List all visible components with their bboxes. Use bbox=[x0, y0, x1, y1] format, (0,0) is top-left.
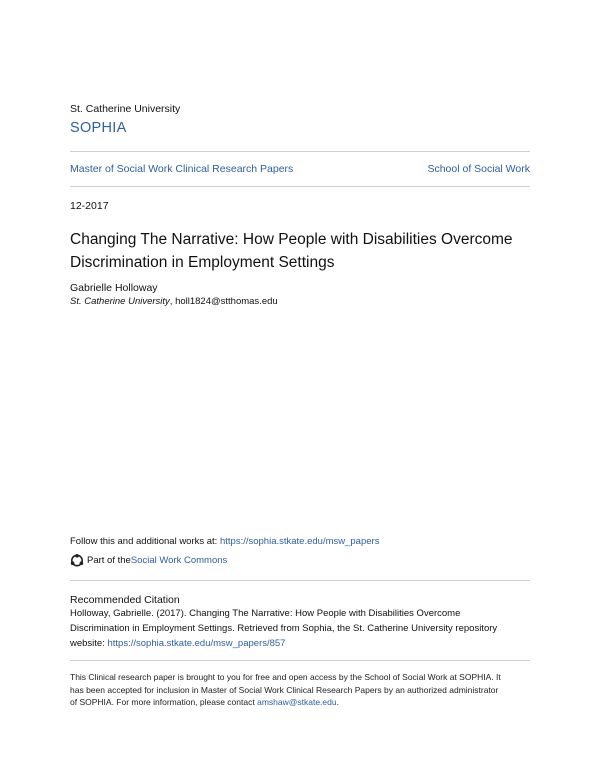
author-affiliation bbox=[70, 296, 278, 307]
follow-prefix: Follow this and additional works at: bbox=[70, 536, 220, 547]
top-divider bbox=[70, 151, 530, 152]
citation-line-2: Discrimination in Employment Settings. Retrieved from Sophia, the St. Catherine University repository bbox=[70, 623, 498, 634]
repository-link[interactable]: SOPHIA bbox=[70, 120, 127, 136]
citation-website-prefix: website: bbox=[70, 638, 108, 649]
publication-date: 12-2017 bbox=[70, 200, 109, 212]
contact-email-link[interactable]: amshaw@stkate.edu bbox=[257, 697, 337, 707]
social-work-commons-link[interactable]: Social Work Commons bbox=[130, 555, 228, 566]
follow-url-link[interactable]: https://sophia.stkate.edu/msw_papers bbox=[219, 536, 380, 547]
network-icon bbox=[70, 554, 84, 567]
title-line-2: Discrimination in Employment Settings bbox=[70, 254, 335, 271]
part-of-prefix: Part of the bbox=[87, 555, 131, 566]
series-link[interactable]: Master of Social Work Clinical Research Papers bbox=[70, 163, 294, 175]
notice-line-2: has been accepted for inclusion in Master of Social Work Clinical Research Papers by an authorized administrator bbox=[70, 684, 499, 695]
author-name: Gabrielle Holloway bbox=[70, 282, 158, 294]
part-of-line bbox=[70, 554, 227, 567]
notice-line-1: This Clinical research paper is brought to you for free and open access by the School of Social Work at SOPHIA. It bbox=[70, 672, 501, 682]
affiliation-name: St. Catherine University bbox=[70, 296, 170, 307]
citation-divider bbox=[70, 580, 530, 581]
department-link[interactable]: School of Social Work bbox=[427, 163, 530, 175]
author-email: , holl1824@stthomas.edu bbox=[169, 296, 278, 307]
title-line-1: Changing The Narrative: How People with Disabilities Overcome bbox=[70, 231, 513, 248]
follow-line bbox=[70, 536, 379, 547]
citation-url-link[interactable]: https://sophia.stkate.edu/msw_papers/857 bbox=[107, 638, 286, 649]
citation-line-3 bbox=[70, 636, 530, 651]
nav-divider bbox=[70, 186, 530, 187]
citation-line-1: Holloway, Gabrielle. (2017). Changing The Narrative: How People with Disabilities Overcome bbox=[70, 608, 461, 619]
paper-title bbox=[70, 228, 530, 274]
notice-line-3 bbox=[70, 696, 532, 709]
access-notice bbox=[70, 671, 532, 709]
notice-divider bbox=[70, 660, 530, 661]
institution-name: St. Catherine University bbox=[70, 103, 181, 115]
citation-text bbox=[70, 606, 530, 651]
citation-heading: Recommended Citation bbox=[70, 594, 180, 606]
notice-suffix: . bbox=[336, 697, 339, 707]
notice-prefix: of SOPHIA. For more information, please contact bbox=[70, 697, 258, 707]
